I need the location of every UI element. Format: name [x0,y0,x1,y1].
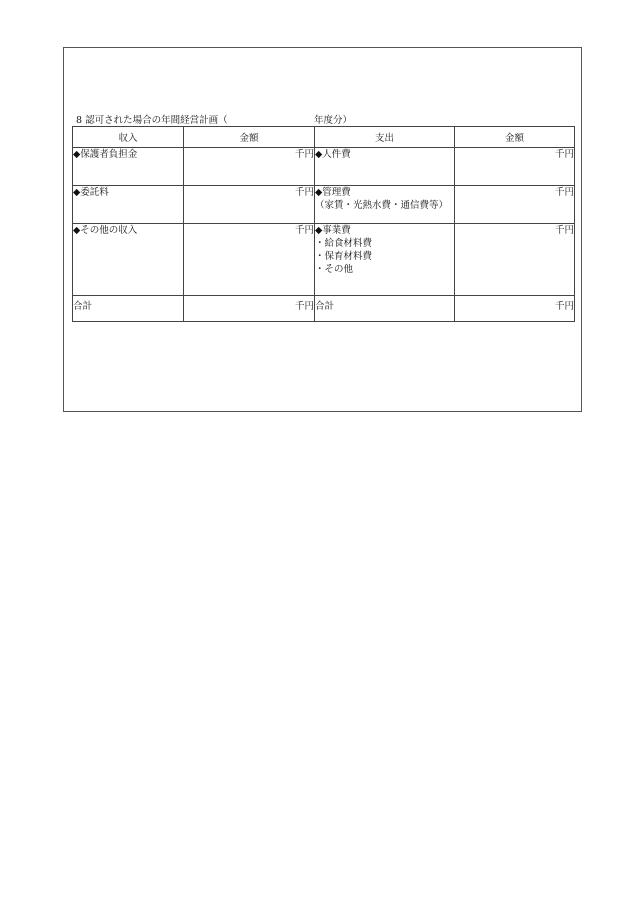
expense-amount: 千円 [455,224,575,296]
expense-label: ◆人件費 [315,149,351,160]
header-expense-amount: 金額 [455,127,575,148]
income-label: ◆保護者負担金 [73,148,184,186]
table-row [73,224,575,296]
table-header-row [73,127,575,148]
table-row [73,148,575,186]
income-label: ◆その他の収入 [73,224,184,296]
section-title [76,112,353,126]
income-amount: 千円 [184,148,315,186]
expense-amount: 千円 [455,148,575,186]
expense-subitem: （家賃・光熱水費・通信費等） [315,200,449,211]
expense-total-amount: 千円 [455,296,575,322]
section-year-suffix: 年度分） [314,115,353,126]
header-expense: 支出 [315,127,455,148]
header-income: 収入 [73,127,184,148]
expense-total-label: 合計 [315,296,455,322]
income-amount: 千円 [184,224,315,296]
annual-plan-table [72,126,575,322]
income-label: ◆委託料 [73,186,184,224]
section-title-text: 8 認可された場合の年間経営計画（ [76,115,228,126]
expense-subitem: ・給食材料費 [315,238,373,249]
expense-cell [315,224,455,296]
expense-subitem: ・保育材料費 [315,251,373,262]
table-total-row [73,296,575,322]
income-total-label: 合計 [73,296,184,322]
expense-cell [315,186,455,224]
income-total-amount: 千円 [184,296,315,322]
expense-subitem: ・その他 [315,264,354,275]
expense-cell [315,148,455,186]
expense-amount: 千円 [455,186,575,224]
expense-label: ◆事業費 [315,225,351,236]
table-row [73,186,575,224]
income-amount: 千円 [184,186,315,224]
expense-label: ◆管理費 [315,187,351,198]
header-income-amount: 金額 [184,127,315,148]
